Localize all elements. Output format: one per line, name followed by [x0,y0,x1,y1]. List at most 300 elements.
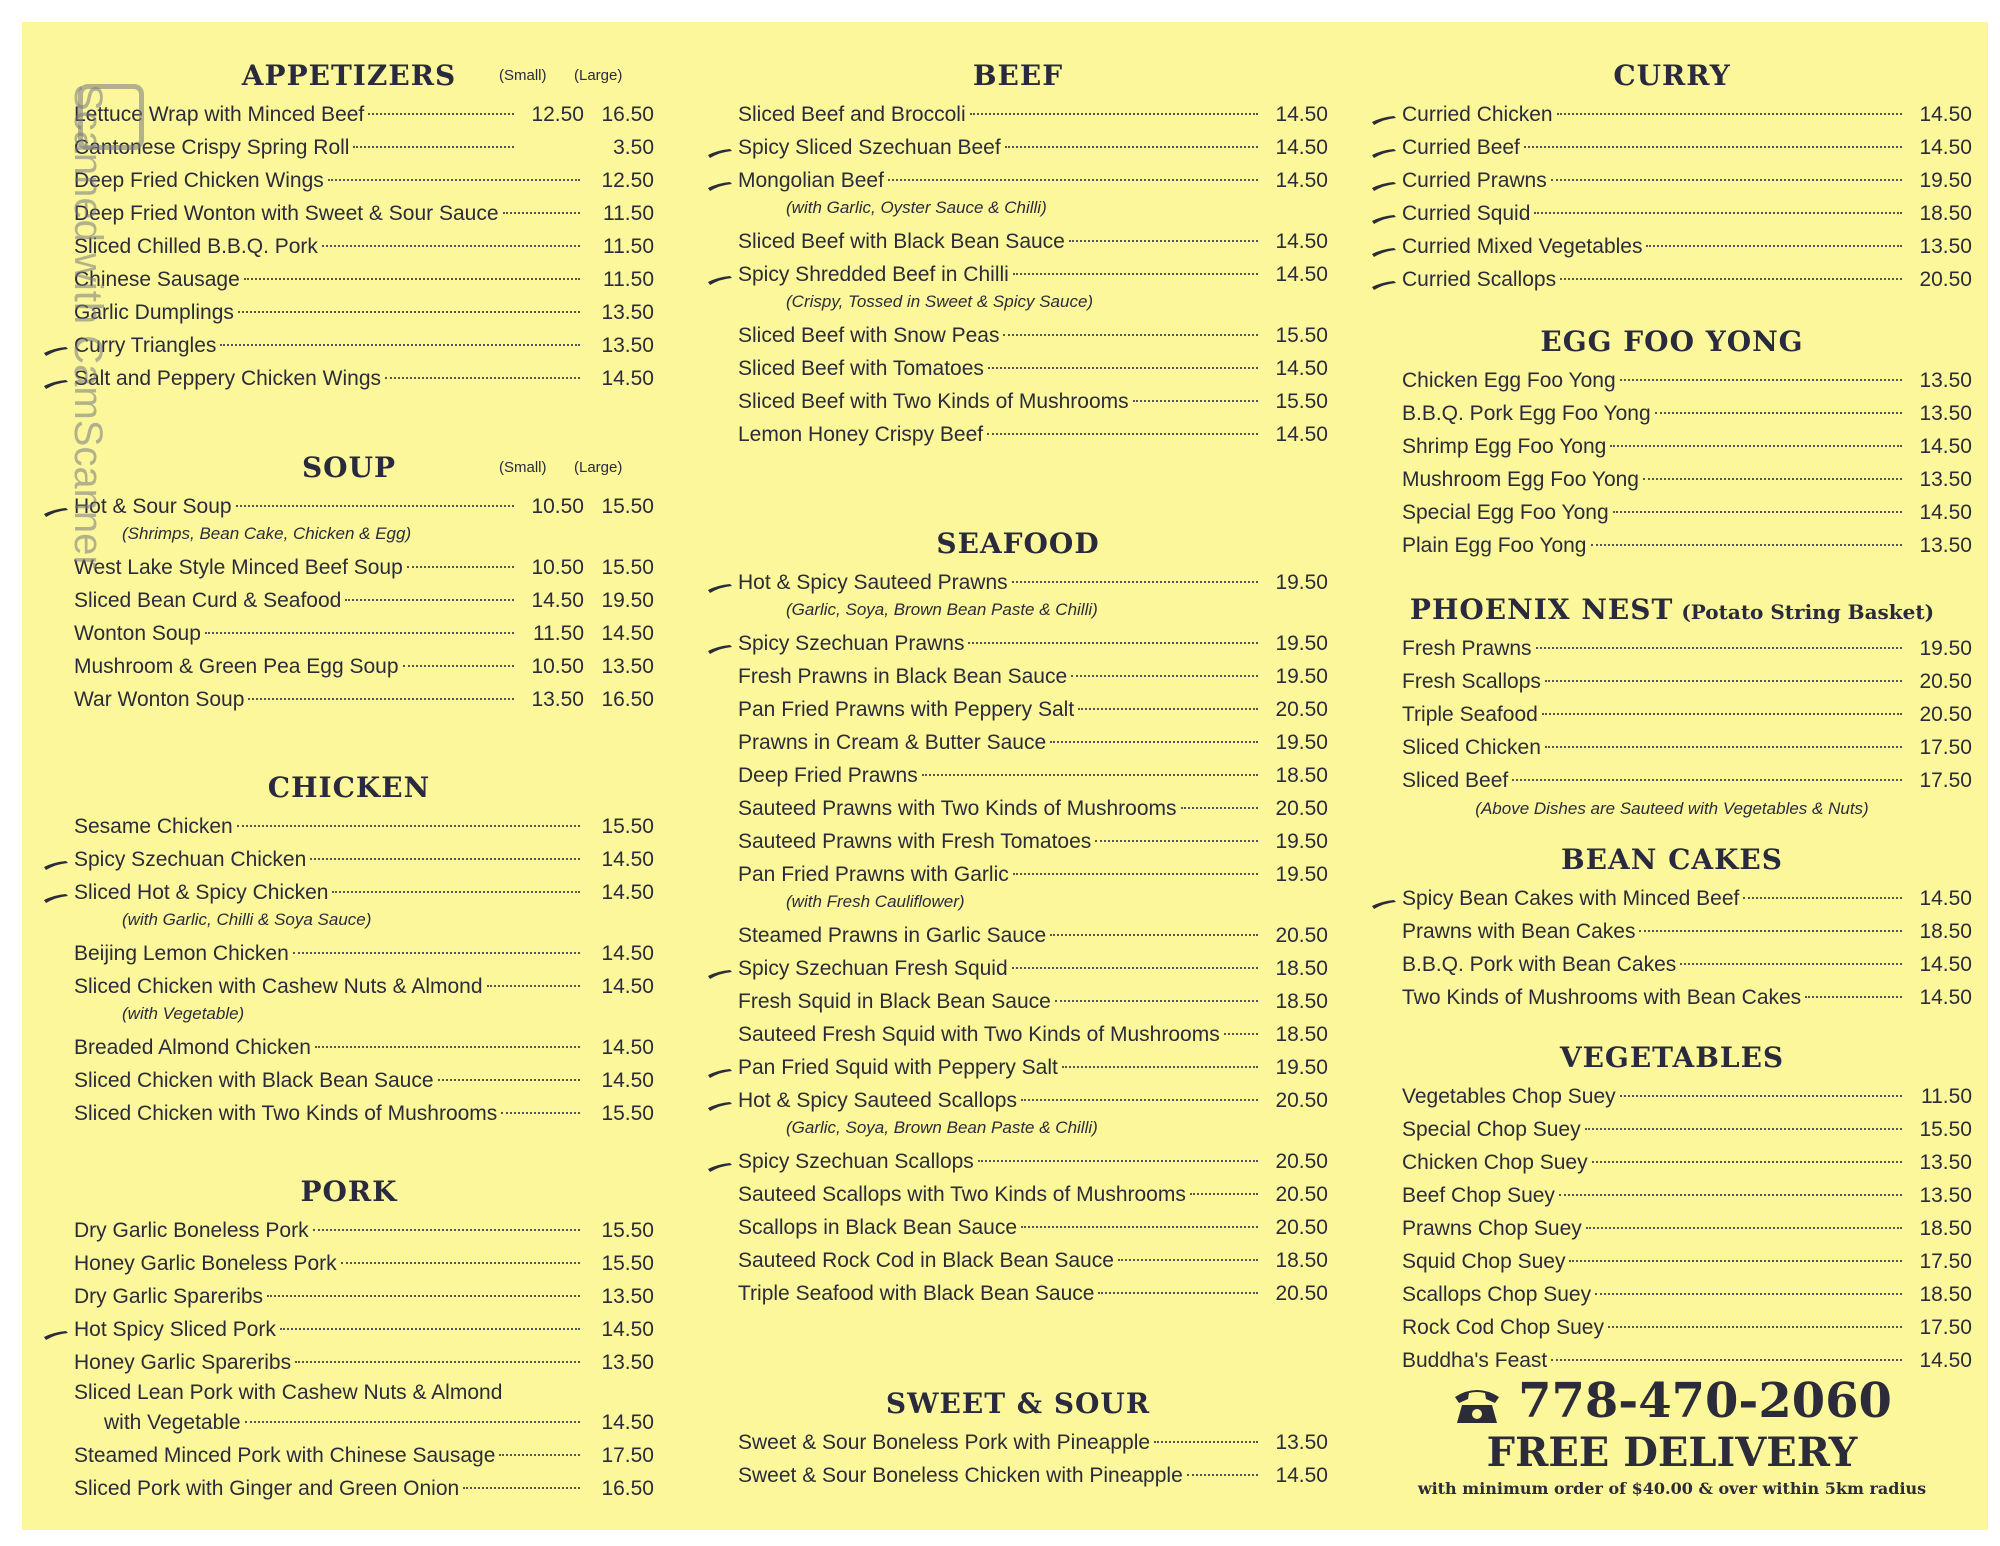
menu-item [1372,1113,1972,1146]
menu-item-row [708,985,1328,1018]
menu-item [1372,665,1972,698]
price-large: 14.50 [601,622,654,645]
price: 15.50 [601,1252,654,1275]
menu-item-name: Hot & Spicy Sauteed Scallops [738,1089,1017,1112]
menu-item-row [44,1214,654,1247]
menu-item [708,1178,1328,1211]
price: 14.50 [1275,230,1328,253]
price: 18.50 [1275,957,1328,980]
menu-item [708,952,1328,985]
dot-leader [1534,212,1902,214]
price: 18.50 [1275,990,1328,1013]
menu-item-row [1372,1311,1972,1344]
menu-item-name: Prawns in Cream & Butter Sauce [738,731,1047,754]
menu-item [1372,230,1972,263]
menu-item-name: Scallops in Black Bean Sauce [738,1216,1017,1239]
menu-item-name: Triple Seafood [1402,703,1538,726]
dot-leader [1545,746,1902,748]
price: 14.50 [1919,103,1972,126]
dot-leader [220,344,580,346]
menu-item-row [44,1313,654,1346]
menu-item-name: Fresh Scallops [1402,670,1541,693]
menu-section [1372,1036,1972,1377]
menu-column-left [44,22,654,1530]
price: 13.50 [1919,235,1972,258]
section-title-text: CURRY [1613,59,1731,92]
menu-item-name: Spicy Szechuan Fresh Squid [738,957,1008,980]
dot-leader [978,1160,1258,1162]
menu-item-name: Sliced Beef with Black Bean Sauce [738,230,1065,253]
section-subtitle: (Potato String Basket) [1681,600,1935,624]
section-title-text: BEEF [972,59,1064,92]
price: 14.50 [1275,357,1328,380]
hot-spicy-icon [44,376,68,386]
free-delivery: FREE DELIVERY [1486,1429,1858,1476]
price-small: 14.50 [531,589,584,612]
menu-item-name: Cantonese Crispy Spring Roll [74,136,350,159]
price: 13.50 [1919,369,1972,392]
menu-item-row [1372,632,1972,665]
section-title [1372,1036,1972,1080]
section-title [1372,320,1972,364]
dot-leader [1013,273,1258,275]
menu-item [708,759,1328,792]
menu-item-row [44,362,654,395]
hot-spicy-icon [44,890,68,900]
menu-item-row [44,1280,654,1313]
dot-leader [1190,1193,1258,1195]
menu-item-name: Lettuce Wrap with Minced Beef [74,103,365,126]
menu-item-row [708,759,1328,792]
menu-item-row [1372,197,1972,230]
menu-item-row [44,1064,654,1097]
menu-item-list [708,98,1328,451]
dot-leader [1620,1095,1902,1097]
menu-item [44,970,654,1031]
dot-leader [922,774,1258,776]
menu-item [708,319,1328,352]
menu-item [1372,364,1972,397]
dot-leader [1655,412,1902,414]
menu-item-name: Curried Chicken [1402,103,1553,126]
menu-item-note: (Shrimps, Bean Cake, Chicken & Egg) [122,524,412,543]
menu-item [44,584,654,617]
price: 14.50 [1919,501,1972,524]
section-title-text: SEAFOOD [936,527,1100,560]
menu-item-row [44,937,654,970]
dot-leader [244,278,580,280]
menu-item-name: Curry Triangles [74,334,217,357]
dot-leader [1542,713,1902,715]
menu-item-note: (with Garlic, Oyster Sauce & Chilli) [786,198,1047,217]
dot-leader [1557,113,1902,115]
price: 14.50 [601,848,654,871]
price: 14.50 [1275,169,1328,192]
price: 20.50 [1919,703,1972,726]
menu-item [708,1459,1328,1492]
price-large: 16.50 [601,688,654,711]
menu-item-row [44,230,654,263]
price: 14.50 [1919,953,1972,976]
menu-item-row [708,726,1328,759]
menu-item [708,352,1328,385]
menu-item-row [708,1244,1328,1277]
dot-leader [1646,245,1902,247]
dot-leader [353,146,514,148]
section-title [708,54,1328,98]
menu-item-row [1372,263,1972,296]
menu-column-right [1372,22,1972,1530]
menu-item-name: Sliced Beef [1402,769,1509,792]
hot-spicy-icon [44,504,68,514]
menu-item-row [1372,1113,1972,1146]
menu-item-row [1372,1080,1972,1113]
dot-leader [345,599,514,601]
hot-spicy-icon [708,272,732,282]
menu-item [708,726,1328,759]
price: 14.50 [1275,423,1328,446]
dot-leader [1012,581,1258,583]
price-small: 13.50 [531,688,584,711]
dot-leader [988,367,1258,369]
price: 14.50 [1919,986,1972,1009]
price: 18.50 [1275,764,1328,787]
menu-item [44,1247,654,1280]
dot-leader [1512,779,1902,781]
dot-leader [1098,1292,1258,1294]
price: 17.50 [1919,736,1972,759]
menu-item-row [44,1031,654,1064]
section-title-text: SOUP [301,451,397,484]
menu-item-name: Pan Fried Squid with Peppery Salt [738,1056,1058,1079]
menu-item [1372,915,1972,948]
menu-item-row [708,319,1328,352]
price: 19.50 [1275,863,1328,886]
menu-item-note: (Crispy, Tossed in Sweet & Spicy Sauce) [786,292,1094,311]
menu-item-name: Sliced Chicken with Black Bean Sauce [74,1069,434,1092]
menu-column-middle [708,22,1328,1530]
menu-item-name: Hot & Sour Soup [74,495,232,518]
menu-item-row [708,1178,1328,1211]
dot-leader [1013,873,1258,875]
dot-leader [1536,647,1902,649]
price: 17.50 [1919,1250,1972,1273]
menu-item-row [708,627,1328,660]
menu-item [708,1084,1328,1145]
price: 14.50 [1919,1349,1972,1372]
menu-item [1372,1245,1972,1278]
price: 17.50 [601,1444,654,1467]
menu-item [1372,1080,1972,1113]
menu-item [708,385,1328,418]
hot-spicy-icon [1372,178,1396,188]
menu-item-row [708,858,1328,891]
dot-leader [280,1328,580,1330]
menu-item-note: (with Garlic, Chilli & Soya Sauce) [122,910,372,929]
menu-item-name: B.B.Q. Pork Egg Foo Yong [1402,402,1651,425]
dot-leader [1118,1259,1258,1261]
menu-item-row [1372,948,1972,981]
menu-item-row [1372,164,1972,197]
price: 16.50 [601,1477,654,1500]
price: 13.50 [601,334,654,357]
price-small: 12.50 [531,103,584,126]
price: 15.50 [601,1102,654,1125]
price: 14.50 [601,942,654,965]
menu-item [1372,1179,1972,1212]
menu-item [708,627,1328,660]
menu-section [44,1170,654,1505]
price: 15.50 [1275,390,1328,413]
phone-number[interactable]: 778-470-2060 [1518,1373,1892,1429]
price: 20.50 [1275,924,1328,947]
menu-section [1372,838,1972,1014]
dot-leader [1021,1226,1258,1228]
menu-item-row [44,584,654,617]
hot-spicy-icon [1372,896,1396,906]
dot-leader [295,1361,580,1363]
dot-leader [1805,996,1902,998]
menu-item-row [708,1084,1328,1117]
menu-section [708,522,1328,1310]
dot-leader [1680,963,1902,965]
menu-item [44,937,654,970]
menu-item-row [44,876,654,909]
dot-leader [1613,511,1902,513]
dot-leader [315,1046,580,1048]
dot-leader [503,212,580,214]
dot-leader [313,1229,580,1231]
price: 20.50 [1275,1150,1328,1173]
menu-item-name: Rock Cod Chop Suey [1402,1316,1604,1339]
menu-item [44,843,654,876]
hot-spicy-icon [708,1098,732,1108]
dot-leader [341,1262,580,1264]
menu-item-name: Scallops Chop Suey [1402,1283,1592,1306]
menu-item-row [708,1145,1328,1178]
price: 13.50 [1919,1151,1972,1174]
menu-item [708,1277,1328,1310]
price: 14.50 [601,367,654,390]
menu-item-name: Plain Egg Foo Yong [1402,534,1587,557]
price: 20.50 [1275,797,1328,820]
price: 11.50 [1921,1085,1972,1108]
menu-item-name: Sauteed Fresh Squid with Two Kinds of Mushrooms [738,1023,1220,1046]
price: 20.50 [1275,1282,1328,1305]
menu-item-name: Chicken Egg Foo Yong [1402,369,1616,392]
menu-item [1372,1146,1972,1179]
price-large: 13.50 [601,655,654,678]
price-large: 3.50 [613,136,654,159]
menu-item [44,1214,654,1247]
section-title-text: PORK [300,1175,398,1208]
menu-item-row [1372,230,1972,263]
hot-spicy-icon [1372,145,1396,155]
menu-item-name: Fresh Squid in Black Bean Sauce [738,990,1051,1013]
menu-item-list [1372,364,1972,562]
menu-item [44,1379,654,1439]
menu-item-name: Honey Garlic Spareribs [74,1351,292,1374]
dot-leader [1551,1359,1902,1361]
price: 14.50 [601,881,654,904]
menu-section [44,766,654,1130]
dot-leader [403,665,514,667]
section-title-text: BEAN CAKES [1561,843,1783,876]
dot-leader [1133,400,1258,402]
menu-item-name: Sauteed Rock Cod in Black Bean Sauce [738,1249,1114,1272]
menu-item-name: Sliced Pork with Ginger and Green Onion [74,1477,460,1500]
menu-item-name: Special Egg Foo Yong [1402,501,1609,524]
menu-item-name: Two Kinds of Mushrooms with Bean Cakes [1402,986,1802,1009]
menu-item-row [1372,1344,1972,1377]
menu-item-name: Sauteed Prawns with Two Kinds of Mushrooms [738,797,1177,820]
menu-item-row [1372,131,1972,164]
menu-item [1372,263,1972,296]
menu-item-name: Sliced Chicken with Two Kinds of Mushrooms [74,1102,498,1125]
menu-item-name: Sliced Beef with Two Kinds of Mushrooms [738,390,1129,413]
price: 14.50 [601,1411,654,1434]
menu-item [44,263,654,296]
menu-item-name: Breaded Almond Chicken [74,1036,311,1059]
menu-item-list [44,1214,654,1505]
menu-item [708,131,1328,164]
menu-item-note: (with Fresh Cauliflower) [786,892,965,911]
menu-item-name: Curried Prawns [1402,169,1547,192]
menu-item-row [708,1051,1328,1084]
menu-item-row [1372,981,1972,1014]
menu-item-name: Sliced Hot & Spicy Chicken [74,881,329,904]
contact-block [1372,1372,1972,1502]
menu-section [708,1382,1328,1492]
price: 13.50 [1919,402,1972,425]
menu-item-row [1372,1245,1972,1278]
menu-item-row [44,843,654,876]
dot-leader [1012,967,1258,969]
menu-item-row [708,792,1328,825]
section-footnote: (Above Dishes are Sauteed with Vegetables & Nuts) [1475,799,1869,818]
price: 11.50 [603,268,654,291]
menu-item-name: Sweet & Sour Boneless Chicken with Pineapple [738,1464,1183,1487]
menu-item [708,1244,1328,1277]
price: 18.50 [1919,920,1972,943]
price: 14.50 [1275,136,1328,159]
menu-item [708,985,1328,1018]
section-title [1372,838,1972,882]
menu-item [44,810,654,843]
hot-spicy-icon [708,966,732,976]
dot-leader [310,858,580,860]
menu-item-list [1372,632,1972,797]
menu-item-row [708,952,1328,985]
phone-line [1372,1372,1972,1430]
menu-item [44,296,654,329]
menu-item-name: Mushroom Egg Foo Yong [1402,468,1639,491]
price: 13.50 [1919,468,1972,491]
menu-item-name: Chicken Chop Suey [1402,1151,1588,1174]
menu-item [708,98,1328,131]
dot-leader [385,377,580,379]
price: 18.50 [1275,1023,1328,1046]
menu-item-row [44,263,654,296]
menu-item-row [708,258,1328,291]
hot-spicy-icon [44,857,68,867]
hot-spicy-icon [708,1159,732,1169]
menu-item-row [708,418,1328,451]
menu-item-name: Vegetables Chop Suey [1402,1085,1616,1108]
size-header-small: (Small) [499,459,547,476]
dot-leader [1545,680,1902,682]
menu-item [1372,397,1972,430]
menu-item-name: Honey Garlic Boneless Pork [74,1252,337,1275]
menu-item-list [44,490,654,716]
dot-leader [1055,1000,1258,1002]
dot-leader [1224,1033,1258,1035]
menu-item-row [708,825,1328,858]
menu-item [708,693,1328,726]
dot-leader [236,505,514,507]
menu-item-row [1372,397,1972,430]
hot-spicy-icon [1372,277,1396,287]
menu-item-name: Buddha's Feast [1402,1349,1548,1372]
price: 12.50 [601,169,654,192]
menu-item [708,1051,1328,1084]
dot-leader [1078,708,1258,710]
price: 14.50 [1275,263,1328,286]
hot-spicy-icon [708,641,732,651]
section-title-text: APPETIZERS [241,59,457,92]
menu-item [1372,698,1972,731]
menu-item-row [44,197,654,230]
section-title [708,522,1328,566]
menu-item-row [1372,430,1972,463]
menu-item [44,1064,654,1097]
menu-item-list [1372,98,1972,296]
price: 13.50 [1919,534,1972,557]
menu-item-row [1372,364,1972,397]
price: 19.50 [1919,637,1972,660]
price: 13.50 [601,1285,654,1308]
dot-leader [205,632,514,634]
hot-spicy-icon [44,1327,68,1337]
menu-item-name: Sliced Bean Curd & Seafood [74,589,342,612]
telephone-icon [1452,1385,1502,1425]
menu-item-name: Fresh Prawns [1402,637,1532,660]
menu-item-row [708,352,1328,385]
menu-item [44,1097,654,1130]
menu-item [44,683,654,716]
menu-item [708,225,1328,258]
price-small: 10.50 [531,495,584,518]
price: 19.50 [1275,830,1328,853]
menu-item-row [44,551,654,584]
price: 14.50 [1919,887,1972,910]
dot-leader [368,113,514,115]
menu-item [44,230,654,263]
dot-leader [1591,544,1903,546]
menu-item-row [1372,882,1972,915]
section-title [44,766,654,810]
menu-item-row [44,1346,654,1379]
dot-leader [1021,1099,1258,1101]
menu-item-row [1372,1146,1972,1179]
menu-item-row [1372,698,1972,731]
price: 17.50 [1919,769,1972,792]
menu-item [1372,764,1972,797]
section-title [1372,588,1972,632]
menu-item [44,1439,654,1472]
menu-item-row [1372,1179,1972,1212]
menu-item [1372,882,1972,915]
